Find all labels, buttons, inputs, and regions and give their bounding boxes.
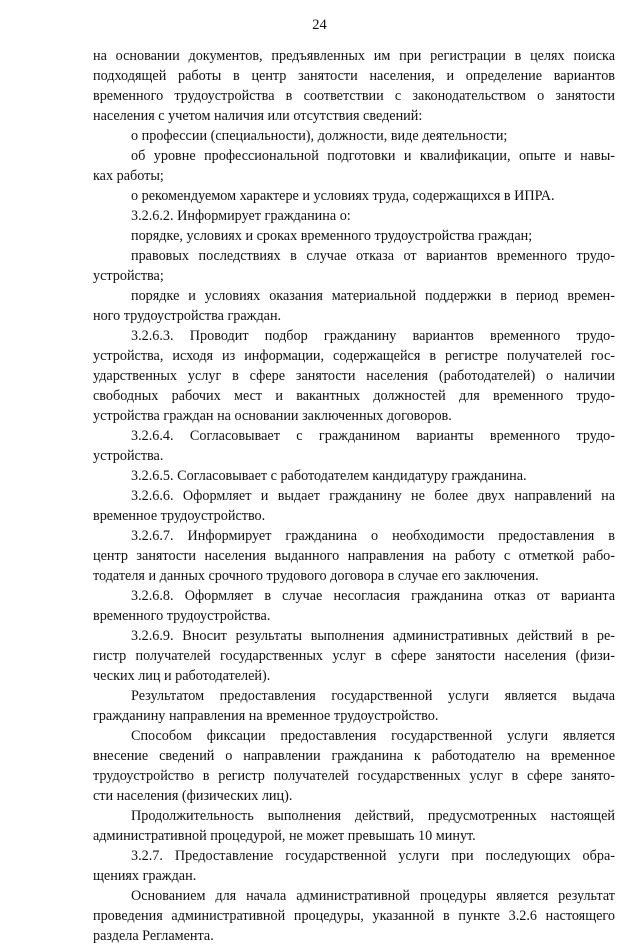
text-line: Способом фиксации предоставления государственной услуги является [131, 728, 615, 744]
text-line: сти населения (физических лиц). [93, 788, 293, 804]
body-text [93, 46, 615, 946]
text-line: гражданину направления на временное трудоустройство. [93, 708, 439, 724]
text-line: проведения административной процедуры, указанной в пункте 3.2.6 настоящего [93, 908, 615, 924]
text-line: устройства; [93, 268, 164, 284]
text-line: щениях граждан. [93, 868, 197, 884]
page-number: 24 [312, 17, 327, 33]
text-line: временное трудоустройство. [93, 508, 266, 524]
text-line: 3.2.6.8. Оформляет в случае несогласия гражданина отказ от варианта [131, 588, 615, 604]
text-line: 3.2.6.2. Информирует гражданина о: [131, 208, 351, 224]
text-line: 3.2.6.4. Согласовывает с гражданином варианты временного трудо- [131, 428, 615, 444]
text-line: порядке и условиях оказания материальной поддержки в период времен- [131, 288, 615, 304]
text-line: ках работы; [93, 168, 164, 184]
text-line: 3.2.6.3. Проводит подбор гражданину вариантов временного трудо- [131, 328, 615, 344]
text-line: устройства, исходя из информации, содержащейся в регистре получателей гос- [93, 348, 615, 364]
text-line: о рекомендуемом характере и условиях труда, содержащихся в ИПРА. [131, 188, 555, 204]
text-line: тодателя и данных срочного трудового договора в случае его заключения. [93, 568, 539, 584]
text-line: устройства. [93, 448, 164, 464]
text-line: внесение сведений о направлении гражданина к работодателю на временное [93, 748, 615, 764]
text-line: населения с учетом наличия или отсутствия сведений: [93, 108, 423, 124]
text-line: на основании документов, предъявленных им при регистрации в целях поиска [93, 48, 615, 64]
text-line: о профессии (специальности), должности, виде деятельности; [131, 128, 508, 144]
text-line: раздела Регламента. [93, 928, 214, 944]
text-line: Результатом предоставления государственной услуги является выдача [131, 688, 615, 704]
text-line: трудоустройство в регистр получателей государственных услуг в сфере занято- [93, 768, 615, 784]
text-line: гистр получателей государственных услуг в сфере занятости населения (физи- [93, 648, 615, 664]
text-line: временного трудоустройства в соответствии с законодательством о занятости [93, 88, 615, 104]
text-line: 3.2.6.7. Информирует гражданина о необходимости предоставления в [131, 528, 615, 544]
text-line: 3.2.6.6. Оформляет и выдает гражданину не более двух направлений на [131, 488, 615, 504]
text-line: порядке, условиях и сроках временного трудоустройства граждан; [131, 228, 533, 244]
text-line: ческих лиц и работодателей). [93, 668, 271, 684]
text-line: об уровне профессиональной подготовки и квалификации, опыте и навы- [131, 148, 615, 164]
text-line: ного трудоустройства граждан. [93, 308, 282, 324]
text-line: 3.2.6.9. Вносит результаты выполнения административных действий в ре- [131, 628, 615, 644]
text-line: 3.2.6.5. Согласовывает с работодателем кандидатуру гражданина. [131, 468, 527, 484]
text-line: подходящей работы в центр занятости населения, и определение вариантов [93, 68, 615, 84]
text-line: административной процедурой, не может превышать 10 минут. [93, 828, 476, 844]
text-line: 3.2.7. Предоставление государственной услуги при последующих обра- [131, 848, 615, 864]
text-line: Продолжительность выполнения действий, предусмотренных настоящей [131, 808, 615, 824]
text-line: центр занятости населения выданного направления на работу с отметкой рабо- [93, 548, 615, 564]
text-line: временного трудоустройства. [93, 608, 271, 624]
text-line: ударственных услуг в сфере занятости населения (работодателей) о наличии [93, 368, 615, 384]
text-line: устройства граждан на основании заключенных договоров. [93, 408, 452, 424]
text-line: Основанием для начала административной процедуры является результат [131, 888, 615, 904]
text-line: правовых последствиях в случае отказа от вариантов временного трудо- [131, 248, 615, 264]
text-line: свободных рабочих мест и вакантных должностей для временного трудо- [93, 388, 615, 404]
